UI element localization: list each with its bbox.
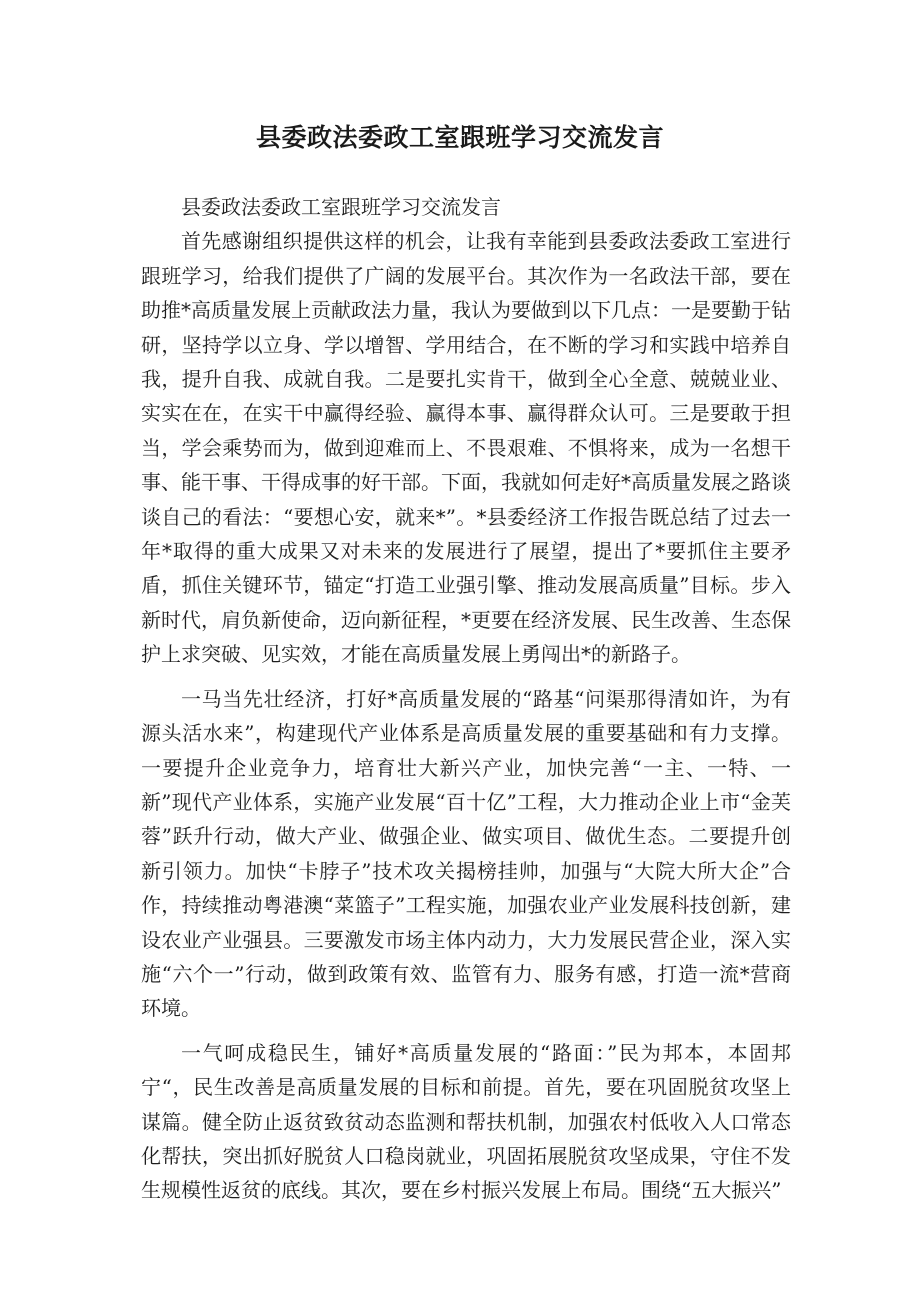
paragraph-economy: 一马当先壮经济，打好*高质量发展的“路基“问渠那得清如许，为有源头活水来”，构建现代产业体系是高质量发展的重要基础和有力支撑。一要提升企业竞争力，培育壮大新兴产业，加快完善“一主、一特、一新”现代产业体系，实施产业发展“百十亿”工程，大力推动企业上市“金芙蓉”跃升行动，做大产业、做强企业、做实项目、做优生态。二要提升创新引领力。加快“卡脖子”技术攻关揭榜挂帅，加强与“大院大所大企”合作，持续推动粤港澳“菜篮子”工程实施，加强农业产业发展科技创新，建设农业产业强县。三要激发市场主体内动力，大力发展民营企业，深入实施“六个一”行动，做到政策有效、监管有力、服务有感，打造一流*营商环境。: [141, 686, 791, 1021]
document-body: [141, 190, 791, 1208]
paragraph-gap: [141, 1026, 791, 1036]
paragraph-gap: [141, 672, 791, 682]
document-title: 县委政法委政工室跟班学习交流发言: [255, 123, 664, 152]
subtitle-paragraph: 县委政法委政工室跟班学习交流发言: [181, 195, 501, 219]
paragraph-intro: 首先感谢组织提供这样的机会，让我有幸能到县委政法委政工室进行跟班学习，给我们提供了广阔的发展平台。其次作为一名政法干部，要在助推*高质量发展上贡献政法力量，我认为要做到以下几点：一是要勤于钻研，坚持学以立身、学以增智、学用结合，在不断的学习和实践中培养自我，提升自我、成就自我。二是要扎实肯干，做到全心全意、兢兢业业、实实在在，在实干中赢得经验、赢得本事、赢得群众认可。三是要敢于担当，学会乘势而为，做到迎难而上、不畏艰难、不惧将来，成为一名想干事、能干事、干得成事的好干部。下面，我就如何走好*高质量发展之路谈谈自己的看法：“要想心安，就来*”。*县委经济工作报告既总结了过去一年*取得的重大成果又对未来的发展进行了展望，提出了*要抓住主要矛盾，抓住关键环节，锚定“打造工业强引擎、推动发展高质量”目标。步入新时代，肩负新使命，迈向新征程，*更要在经济发展、民生改善、生态保护上求突破、见实效，才能在高质量发展上勇闯出*的新路子。: [141, 229, 791, 667]
paragraph-livelihood: 一气呵成稳民生，铺好*高质量发展的“路面：”民为邦本，本固邦宁“，民生改善是高质量发展的目标和前提。首先，要在巩固脱贫攻坚上谋篇。健全防止返贫致贫动态监测和帮扶机制，加强农村低收入人口常态化帮扶，突出抓好脱贫人口稳岗就业，巩固拓展脱贫攻坚成果，守住不发生规模性返贫的底线。其次，要在乡村振兴发展上布局。围绕“五大振兴”: [141, 1040, 791, 1203]
